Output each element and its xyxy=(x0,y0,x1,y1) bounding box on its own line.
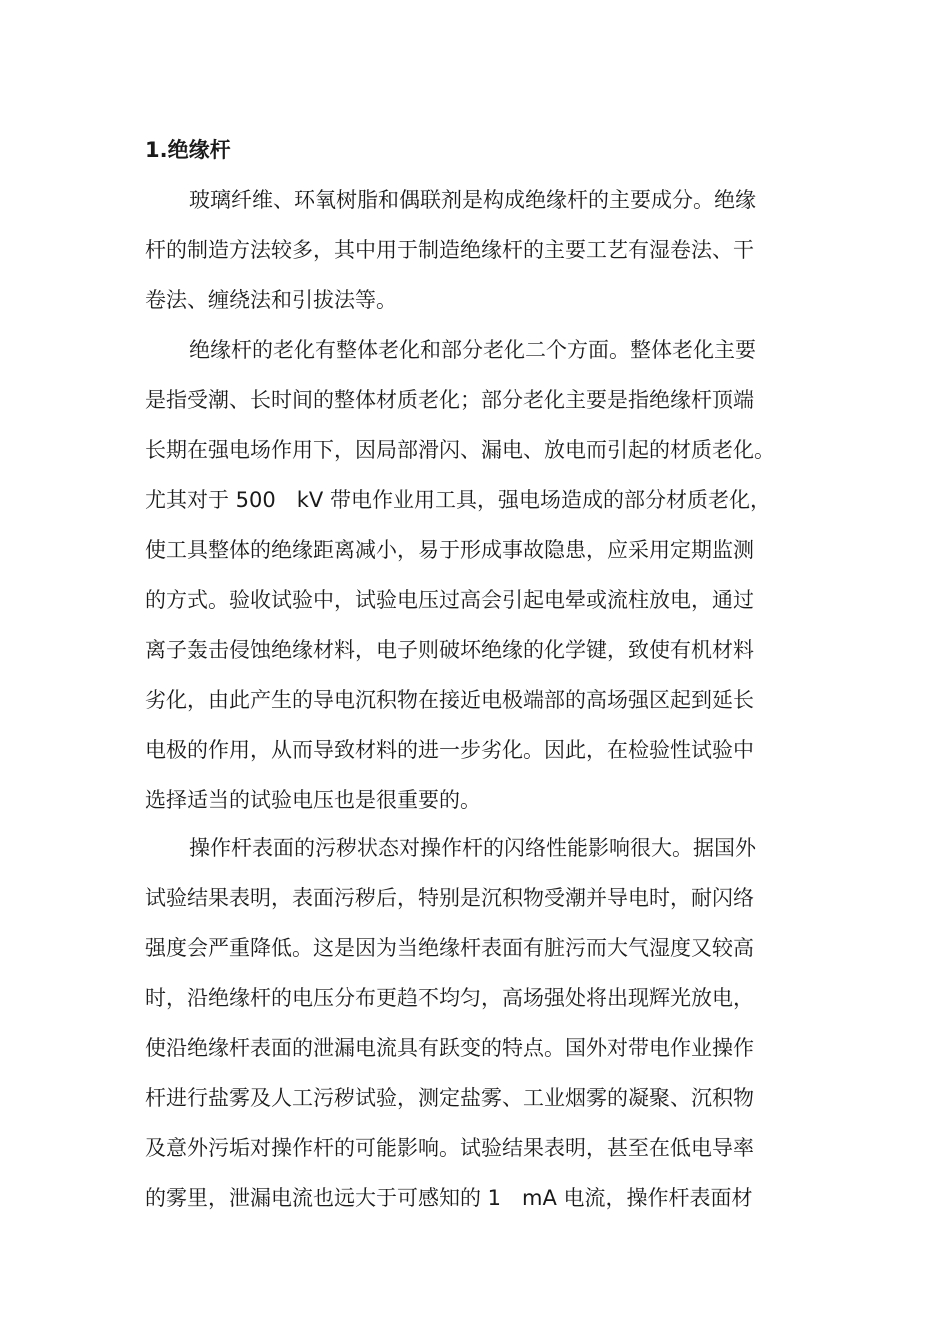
paragraph-line: 强度会严重降低。这是因为当绝缘杆表面有脏污而大气湿度又较高 xyxy=(145,936,754,960)
paragraph-line: 杆的制造方法较多，其中用于制造绝缘杆的主要工艺有湿卷法、干 xyxy=(145,238,754,262)
paragraph-line: 电极的作用，从而导致材料的进一步劣化。因此，在检验性试验中 xyxy=(145,738,754,762)
paragraph-line: 操作杆表面的污秽状态对操作杆的闪络性能影响很大。据国外 xyxy=(189,836,756,860)
paragraph-line: 的雾里，泄漏电流也远大于可感知的 1 mA 电流，操作杆表面材 xyxy=(145,1186,753,1210)
paragraph-line: 杆进行盐雾及人工污秽试验，测定盐雾、工业烟雾的凝聚、沉积物 xyxy=(145,1086,754,1110)
section-heading: 1.绝缘杆 xyxy=(145,138,231,162)
paragraph-line: 及意外污垢对操作杆的可能影响。试验结果表明，甚至在低电导率 xyxy=(145,1136,754,1160)
paragraph-line: 尤其对于 500 kV 带电作业用工具，强电场造成的部分材质老化， xyxy=(145,488,771,512)
paragraph-line: 选择适当的试验电压也是很重要的。 xyxy=(145,788,481,812)
paragraph-line: 使沿绝缘杆表面的泄漏电流具有跃变的特点。国外对带电作业操作 xyxy=(145,1036,754,1060)
paragraph-line: 是指受潮、长时间的整体材质老化；部分老化主要是指绝缘杆顶端 xyxy=(145,388,754,412)
paragraph-line: 的方式。验收试验中，试验电压过高会引起电晕或流柱放电，通过 xyxy=(145,588,754,612)
paragraph-line: 离子轰击侵蚀绝缘材料，电子则破坏绝缘的化学键，致使有机材料 xyxy=(145,638,754,662)
paragraph-line: 绝缘杆的老化有整体老化和部分老化二个方面。整体老化主要 xyxy=(189,338,756,362)
paragraph-line: 时，沿绝缘杆的电压分布更趋不均匀，高场强处将出现辉光放电， xyxy=(145,986,754,1010)
paragraph-line: 试验结果表明，表面污秽后，特别是沉积物受潮并导电时，耐闪络 xyxy=(145,886,754,910)
paragraph-line: 长期在强电场作用下，因局部滑闪、漏电、放电而引起的材质老化。 xyxy=(145,438,775,462)
paragraph-line: 使工具整体的绝缘距离减小，易于形成事故隐患，应采用定期监测 xyxy=(145,538,754,562)
paragraph-line: 劣化，由此产生的导电沉积物在接近电极端部的高场强区起到延长 xyxy=(145,688,754,712)
paragraph-line: 卷法、缠绕法和引拔法等。 xyxy=(145,288,397,312)
paragraph-line: 玻璃纤维、环氧树脂和偶联剂是构成绝缘杆的主要成分。绝缘 xyxy=(189,188,756,212)
